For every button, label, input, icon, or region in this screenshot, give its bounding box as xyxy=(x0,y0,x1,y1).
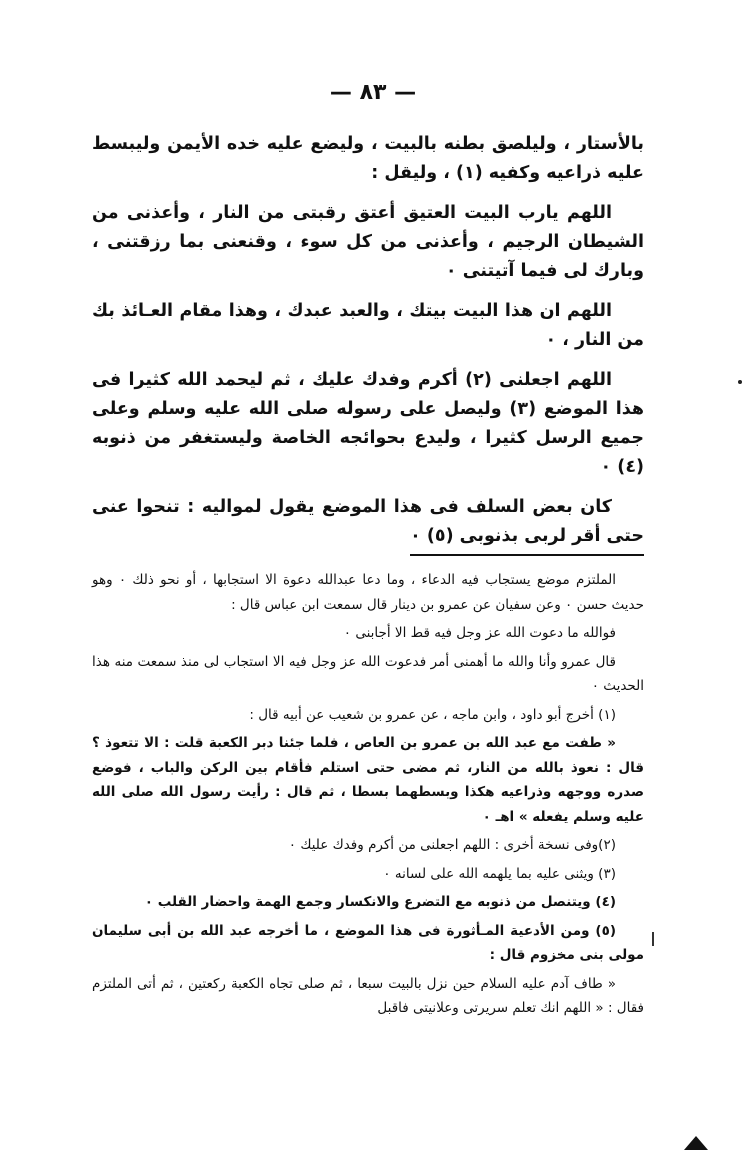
main-paragraph: كان بعض السلف فى هذا الموضع يقول لمواليه : تنحوا عنى حتى أقر لربى بذنوبى (٥) ٠ xyxy=(92,497,644,546)
footnote: (٢)وفى نسخة أخرى : اللهم اجعلنى من أكرم وفدك عليك ٠ xyxy=(288,837,616,853)
footnote: (١) أخرج أبو داود ، وابن ماجه ، عن عمرو بن شعيب عن أبيه قال : xyxy=(249,706,616,723)
triangle-marker-icon xyxy=(684,1136,708,1150)
footnote: « طاف آدم عليه السلام حين نزل بالبيت سبعا ، ثم صلى تجاه الكعبة ركعتين ، ثم أتى الملتزم فقال : « اللهم انك تعلم سريرتى وعلانيتى فاقبل xyxy=(92,975,644,1016)
footnote-separator xyxy=(410,554,644,556)
margin-speck xyxy=(738,380,742,384)
main-paragraph: اللهم ان هذا البيت بيتك ، والعبد عبدك ، وهذا مقام العـائذ بك من النار ، ٠ xyxy=(92,301,644,350)
footnote: الملتزم موضع يستجاب فيه الدعاء ، وما دعا عبدالله دعوة الا استجابها ، أو نحو ذلك ٠ وهو حديث حسن ٠ وعن سفيان عن عمرو بن دينار قال سمعت ابن عباس قال : xyxy=(92,572,644,613)
page-number: — ٨٣ — xyxy=(329,80,417,105)
main-paragraph: اللهم اجعلنى (٢) أكرم وفدك عليك ، ثم ليحمد الله كثيرا فى هذا الموضع (٣) وليصل على رسوله صلى الله عليه وسلم وعلى جميع الرسل كثيرا ، وليدع بحوائجه الخاصة وليستغفر من ذنوبه (٤) ٠ xyxy=(92,370,645,477)
footnote: (٣) ويثنى عليه بما يلهمه الله على لسانه ٠ xyxy=(383,865,616,882)
footnotes xyxy=(92,568,644,1025)
footnote: قال عمرو وأنا والله ما أهمنى أمر فدعوت الله عز وجل فيه الا استجاب لى منذ سمعت منه هذا الحديث ٠ xyxy=(92,653,644,694)
footnote: فوالله ما دعوت الله عز وجل فيه قط الا أجابنى ٠ xyxy=(343,625,616,641)
main-paragraph: اللهم يارب البيت العتيق أعتق رقبتى من النار ، وأعذنى من الشيطان الرجيم ، وأعذنى من كل سوء ، وقنعنى بما رزقتنى ، وبارك لى فيما آتيتنى ٠ xyxy=(92,203,644,281)
margin-tick xyxy=(652,932,654,946)
main-paragraph: بالأستار ، وليلصق بطنه بالبيت ، وليضع عليه خده الأيمن وليبسط عليه ذراعيه وكفيه (١) ، وليقل : xyxy=(92,134,644,183)
footnote: (٤) ويتنصل من ذنوبه مع التضرع والانكسار وجمع الهمة واحضار القلب ٠ xyxy=(144,894,616,910)
footnote: « طفت مع عبد الله بن عمرو بن العاص ، فلما جئنا دبر الكعبة قلت : الا تتعوذ ؟ قال : نعوذ بالله من النار، ثم مضى حتى استلم فأقام بين الركن والباب ، فوضع صدره ووجهه وذراعيه هكذا وبسطهما بسطا ، ثم قال : رأيت رسول الله صلى الله عليه وسلم يفعله » اهـ ٠ xyxy=(92,735,644,825)
main-text xyxy=(92,130,644,562)
footnote: (٥) ومن الأدعية المـأثورة فى هذا الموضع ، ما أخرجه عبد الله بن أبى سليمان مولى بنى مخزوم قال : xyxy=(92,922,644,963)
